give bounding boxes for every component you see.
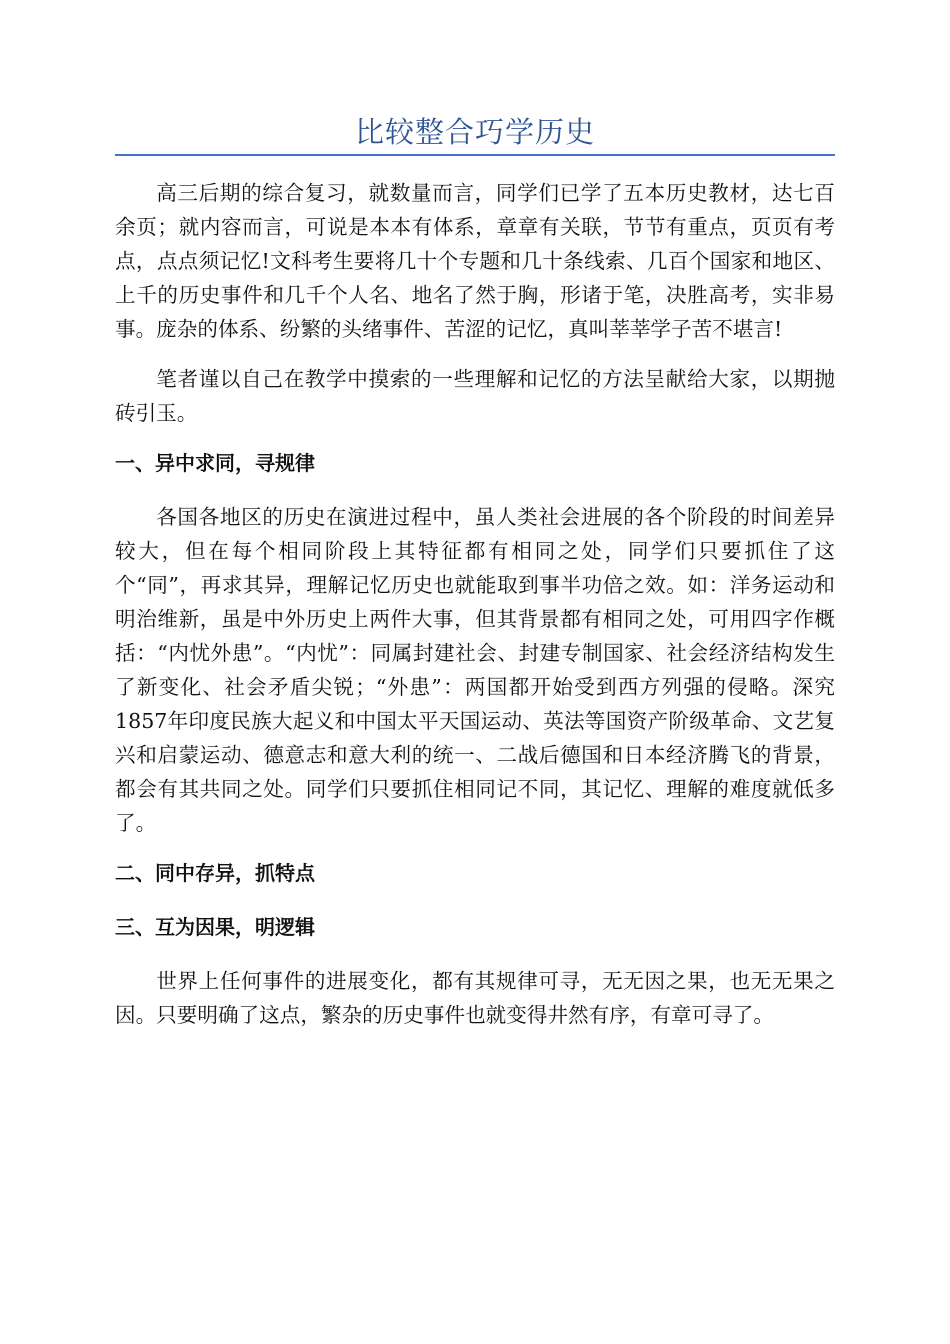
document-title: 比较整合巧学历史: [354, 115, 595, 149]
section-heading-1: 一、异中求同，寻规律: [115, 451, 315, 475]
intro-paragraph-2: 笔者谨以自己在教学中摸索的一些理解和记忆的方法呈献给大家，以期抛砖引玉。: [115, 367, 835, 425]
section-heading-2: 二、同中存异，抓特点: [115, 861, 315, 885]
title-underline: [115, 154, 835, 156]
document-page: [115, 112, 835, 1048]
section-3-paragraph-1: 世界上任何事件的进展变化，都有其规律可寻，无无因之果，也无无果之因。只要明确了这点，繁杂的历史事件也就变得井然有序，有章可寻了。: [115, 969, 835, 1027]
section-heading-3: 三、互为因果，明逻辑: [115, 915, 315, 939]
intro-paragraph-1: 高三后期的综合复习，就数量而言，同学们已学了五本历史教材，达七百余页；就内容而言，可说是本本有体系，章章有关联，节节有重点，页页有考点，点点须记忆!文科考生要将几十个专题和几十条线索、几百个国家和地区、上千的历史事件和几千个人名、地名了然于胸，形诸于笔，决胜高考，实非易事。庞杂的体系、纷繁的头绪事件、苦涩的记忆，真叫莘莘学子苦不堪言!: [115, 181, 835, 341]
section-1-paragraph-1: 各国各地区的历史在演进过程中，虽人类社会进展的各个阶段的时间差异较大，但在每个相同阶段上其特征都有相同之处，同学们只要抓住了这个“同”，再求其异，理解记忆历史也就能取到事半功倍之效。如：洋务运动和明治维新，虽是中外历史上两件大事，但其背景都有相同之处，可用四字作概括：“内忧外患”。“内忧”：同属封建社会、封建专制国家、社会经济结构发生了新变化、社会矛盾尖锐；“外患”：两国都开始受到西方列强的侵略。深究1857年印度民族大起义和中国太平天国运动、英法等国资产阶级革命、文艺复兴和启蒙运动、德意志和意大利的统一、二战后德国和日本经济腾飞的背景，都会有其共同之处。同学们只要抓住相同记不同，其记忆、理解的难度就低多了。: [115, 505, 835, 835]
